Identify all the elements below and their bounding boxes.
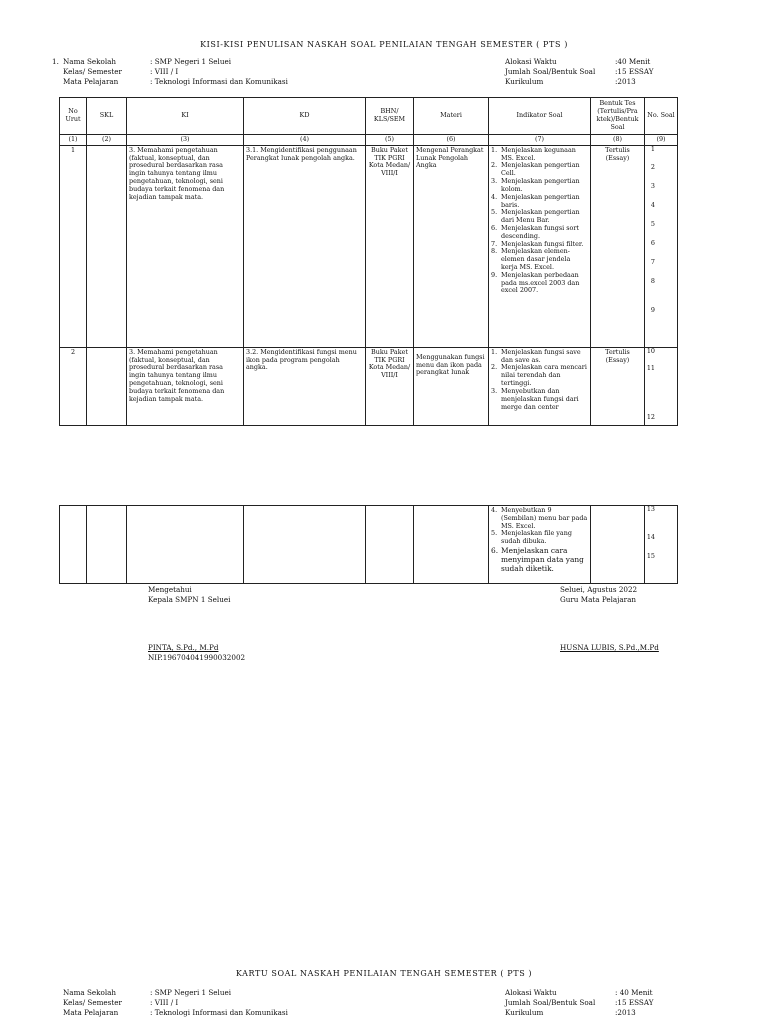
value-subject: : Teknologi Informasi dan Komunikasi bbox=[150, 77, 288, 86]
value-count: :15 ESSAY bbox=[615, 998, 654, 1007]
item-text: Menjelaskan cara menyimpan data yang sudah diketik. bbox=[501, 546, 584, 574]
table-row bbox=[60, 145, 678, 347]
header-number-row bbox=[60, 135, 678, 146]
label-school: Nama Sekolah bbox=[63, 988, 117, 997]
label-time: Alokasi Waktu bbox=[505, 57, 557, 66]
question-number: 9 bbox=[650, 305, 655, 314]
cell-empty bbox=[87, 506, 127, 584]
label-subject: Mata Pelajaran bbox=[63, 1008, 119, 1017]
item-number: 6. bbox=[491, 546, 499, 556]
row-kd: 3.1. Mengidentifikasi penggunaan Perangkat lunak pengolah angka. bbox=[244, 145, 366, 347]
value-curriculum: :2013 bbox=[615, 1008, 636, 1017]
item-text: Menjelaskan fungsi sort descending. bbox=[501, 223, 579, 240]
list-item bbox=[491, 546, 588, 573]
item-text: Menjelaskan cara mencari nilai terendah dan tertinggi. bbox=[501, 363, 587, 388]
item-text: Menjelaskan fungsi save dan save as. bbox=[501, 347, 581, 364]
list-item bbox=[491, 388, 588, 411]
label-count: Jumlah Soal/Bentuk Soal bbox=[505, 67, 596, 76]
question-number: 5 bbox=[650, 219, 655, 228]
cell-empty bbox=[414, 506, 489, 584]
question-number: 2 bbox=[650, 162, 655, 171]
header-num: (5) bbox=[366, 135, 414, 146]
value-time: : 40 Menit bbox=[615, 988, 653, 997]
item-text: Menjelaskan pengertian dari Menu Bar. bbox=[501, 208, 580, 225]
item-number: 7. bbox=[491, 239, 498, 248]
principal-nip: NIP.196704041990032002 bbox=[148, 653, 246, 662]
row-skl bbox=[87, 347, 127, 425]
item-number: 3. bbox=[491, 177, 498, 186]
value-time: :40 Menit bbox=[615, 57, 651, 66]
label-count: Jumlah Soal/Bentuk Soal bbox=[505, 998, 596, 1007]
header-row bbox=[60, 98, 678, 135]
item-text: Menjelaskan pengertian baris. bbox=[501, 192, 580, 209]
row-skl bbox=[87, 145, 127, 347]
list-item bbox=[491, 248, 588, 271]
item-number: 3. bbox=[491, 386, 498, 395]
continuation-table bbox=[59, 505, 678, 584]
header-skl: SKL bbox=[87, 98, 127, 135]
question-number: 4 bbox=[650, 200, 655, 209]
question-number: 7 bbox=[650, 257, 655, 266]
item-text: Menjelaskan pengertian kolom. bbox=[501, 177, 580, 193]
indikator-list bbox=[491, 147, 588, 295]
teacher-name: HUSNA LUBIS, S.Pd.,M.Pd bbox=[560, 643, 659, 652]
header-bhn: BHN/ KLS/SEM bbox=[366, 98, 414, 135]
question-number: 14 bbox=[646, 533, 655, 541]
header-bentuk: Bentuk Tes (Tertulis/Pra ktek)/Bentuk Soal bbox=[591, 98, 645, 135]
list-item bbox=[491, 364, 588, 387]
label-curriculum: Kurikulum bbox=[505, 1008, 544, 1017]
value-class: : VIII / I bbox=[150, 998, 179, 1007]
header-no-soal: No. Soal bbox=[645, 98, 678, 135]
row-no: 1 bbox=[60, 145, 87, 347]
row-indikator bbox=[489, 347, 591, 425]
item-number: 9. bbox=[491, 270, 498, 279]
sign-left-line1: Mengetahui bbox=[148, 585, 192, 594]
header-ki: KI bbox=[127, 98, 244, 135]
item-number: 2. bbox=[491, 161, 498, 170]
row-bentuk: Tertulis (Essay) bbox=[591, 145, 645, 347]
header-num: (7) bbox=[489, 135, 591, 146]
list-item bbox=[491, 225, 588, 241]
cell-empty bbox=[127, 506, 244, 584]
header-num: (1) bbox=[60, 135, 87, 146]
question-number: 3 bbox=[650, 181, 655, 190]
table-row bbox=[60, 347, 678, 425]
row-kd: 3.2. Mengidentifikasi fungsi menu ikon pada program pengolah angka. bbox=[244, 347, 366, 425]
row-no-soal bbox=[645, 145, 678, 347]
item-text: Menjelaskan elemen-elemen dasar jendela kerja MS. Excel. bbox=[501, 247, 571, 271]
question-number: 11 bbox=[646, 363, 655, 372]
item-number: 1. bbox=[491, 347, 498, 356]
row-indikator bbox=[489, 145, 591, 347]
value-school: : SMP Negeri 1 Seluei bbox=[150, 988, 232, 997]
row-indikator bbox=[489, 506, 591, 584]
list-item bbox=[491, 349, 588, 365]
list-item bbox=[491, 178, 588, 194]
header-no: No Urut bbox=[60, 98, 87, 135]
item-number: 5. bbox=[491, 208, 498, 217]
header-materi: Materi bbox=[414, 98, 489, 135]
list-marker: 1. bbox=[52, 57, 59, 66]
value-class: : VIII / I bbox=[150, 67, 179, 76]
row-bhn: Buku Paket TIK PGRI Kota Medan/ VIII/I bbox=[366, 145, 414, 347]
list-item bbox=[491, 530, 588, 546]
label-curriculum: Kurikulum bbox=[505, 77, 544, 86]
list-item bbox=[491, 147, 588, 163]
label-time: Alokasi Waktu bbox=[505, 988, 557, 997]
document-title: KISI-KISI PENULISAN NASKAH SOAL PENILAIAN TENGAH SEMESTER ( PTS ) bbox=[200, 40, 568, 49]
label-class: Kelas/ Semester bbox=[63, 67, 122, 76]
row-bhn: Buku Paket TIK PGRI Kota Medan/ VIII/I bbox=[366, 347, 414, 425]
question-number: 15 bbox=[646, 552, 655, 560]
item-text: Menjelaskan fungsi filter. bbox=[501, 239, 584, 248]
item-number: 2. bbox=[491, 363, 498, 372]
row-no-soal bbox=[645, 506, 678, 584]
sign-left-line2: Kepala SMPN 1 Seluei bbox=[148, 595, 231, 604]
header-kd: KD bbox=[244, 98, 366, 135]
item-text: Menjelaskan pengertian Cell. bbox=[501, 161, 580, 178]
indikator-list bbox=[491, 507, 588, 573]
header-num: (8) bbox=[591, 135, 645, 146]
row-materi: Menggunakan fungsi menu dan ikon pada perangkat lunak bbox=[414, 347, 489, 425]
value-school: : SMP Negeri 1 Seluei bbox=[150, 57, 232, 66]
cell-empty bbox=[591, 506, 645, 584]
header-num: (3) bbox=[127, 135, 244, 146]
row-ki: 3. Memahami pengetahuan (faktual, konseptual, dan prosedural berdasarkan rasa ingin tahunya tentang ilmu pengetahuan, teknologi, seni budaya terkait fenomena dan kejadian tampak mata. bbox=[127, 347, 244, 425]
list-item bbox=[491, 507, 588, 530]
cell-empty bbox=[244, 506, 366, 584]
item-number: 6. bbox=[491, 223, 498, 232]
row-no-soal bbox=[645, 347, 678, 425]
item-number: 8. bbox=[491, 247, 498, 256]
item-number: 1. bbox=[491, 145, 498, 154]
list-item bbox=[491, 194, 588, 210]
question-number: 1 bbox=[650, 144, 655, 153]
item-text: Menjelaskan kegunaan MS. Excel. bbox=[501, 145, 576, 162]
card-title: KARTU SOAL NASKAH PENILAIAN TENGAH SEMESTER ( PTS ) bbox=[235, 969, 533, 978]
table-row bbox=[60, 506, 678, 584]
item-text: Menjelaskan file yang sudah dibuka. bbox=[501, 529, 572, 546]
question-number: 13 bbox=[646, 505, 655, 513]
cell-empty bbox=[366, 506, 414, 584]
row-no: 2 bbox=[60, 347, 87, 425]
header-indikator: Indikator Soal bbox=[489, 98, 591, 135]
list-item bbox=[491, 209, 588, 225]
list-item bbox=[491, 162, 588, 178]
value-curriculum: :2013 bbox=[615, 77, 636, 86]
question-number: 12 bbox=[646, 412, 655, 421]
value-count: :15 ESSAY bbox=[615, 67, 654, 76]
sign-right-line2: Guru Mata Pelajaran bbox=[560, 595, 637, 604]
indikator-list bbox=[491, 349, 588, 412]
item-number: 5. bbox=[491, 529, 498, 538]
row-materi: Mengenal Perangkat Lunak Pengolah Angka bbox=[414, 145, 489, 347]
cell-empty bbox=[60, 506, 87, 584]
value-subject: : Teknologi Informasi dan Komunikasi bbox=[150, 1008, 288, 1017]
principal-name: PINTA, S.Pd., M.Pd bbox=[148, 643, 219, 652]
item-number: 4. bbox=[491, 506, 498, 514]
header-num: (2) bbox=[87, 135, 127, 146]
header-num: (4) bbox=[244, 135, 366, 146]
question-number: 6 bbox=[650, 238, 655, 247]
grid-table bbox=[59, 97, 678, 426]
item-text: Menyebutkan 9 (Sembilan) menu bar pada MS. Excel. bbox=[501, 506, 588, 530]
label-subject: Mata Pelajaran bbox=[63, 77, 119, 86]
label-class: Kelas/ Semester bbox=[63, 998, 122, 1007]
item-text: Menjelaskan perbedaan pada ms.excel 2003 dan excel 2007. bbox=[501, 270, 580, 295]
question-number: 8 bbox=[650, 276, 655, 285]
header-num: (9) bbox=[645, 135, 678, 146]
row-ki: 3. Memahami pengetahuan (faktual, konseptual, dan prosedural berdasarkan rasa ingin tahunya tentang ilmu pengetahuan, teknologi, seni budaya terkait fenomena dan kejadian tampak mata. bbox=[127, 145, 244, 347]
label-school: Nama Sekolah bbox=[63, 57, 117, 66]
row-bentuk: Tertulis (Essay) bbox=[591, 347, 645, 425]
header-num: (6) bbox=[414, 135, 489, 146]
item-number: 4. bbox=[491, 192, 498, 201]
item-text: Menyebutkan dan menjelaskan fungsi dari merge dan center bbox=[501, 386, 579, 411]
sign-right-line1: Seluei, Agustus 2022 bbox=[560, 585, 638, 594]
question-number: 10 bbox=[646, 346, 655, 355]
list-item bbox=[491, 272, 588, 295]
